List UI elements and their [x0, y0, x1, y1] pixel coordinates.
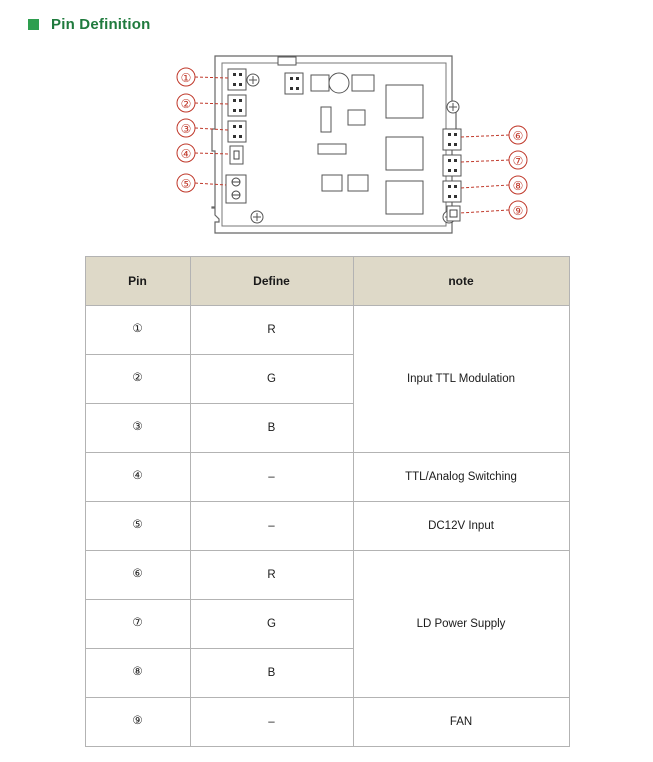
- page-title: Pin Definition: [51, 16, 151, 33]
- cell-pin: ⑦: [85, 600, 190, 649]
- column-header-define: Define: [190, 257, 353, 306]
- callout-9-label: ⑨: [512, 204, 524, 218]
- cell-pin: ⑧: [85, 649, 190, 698]
- cell-define: G: [190, 355, 353, 404]
- cell-define: B: [190, 649, 353, 698]
- table-row: [85, 306, 569, 355]
- cell-note: FAN: [353, 698, 569, 747]
- callout-2-label: ②: [180, 97, 192, 111]
- cell-define: –: [190, 453, 353, 502]
- cell-note: Input TTL Modulation: [353, 306, 569, 453]
- callout-3-label: ③: [180, 122, 192, 136]
- cell-note: TTL/Analog Switching: [353, 453, 569, 502]
- table-row: [85, 502, 569, 551]
- cell-pin: ②: [85, 355, 190, 404]
- table-header-row: [85, 257, 569, 306]
- cell-pin: ⑤: [85, 502, 190, 551]
- cell-note: DC12V Input: [353, 502, 569, 551]
- section-header: [0, 0, 653, 33]
- pin-definition-table: [85, 256, 570, 747]
- table-row: [85, 551, 569, 600]
- cell-define: G: [190, 600, 353, 649]
- cell-define: B: [190, 404, 353, 453]
- bullet-square-icon: [28, 19, 39, 30]
- callout-7-label: ⑦: [512, 154, 524, 168]
- cell-define: R: [190, 551, 353, 600]
- cell-pin: ⑥: [85, 551, 190, 600]
- table-row: [85, 453, 569, 502]
- callout-1-label: ①: [180, 71, 192, 85]
- cell-note: LD Power Supply: [353, 551, 569, 698]
- cell-pin: ①: [85, 306, 190, 355]
- callout-8-label: ⑧: [512, 179, 524, 193]
- cell-pin: ③: [85, 404, 190, 453]
- callout-5-label: ⑤: [180, 177, 192, 191]
- board-diagram: [0, 47, 653, 242]
- callout-4-label: ④: [180, 147, 192, 161]
- cell-define: –: [190, 502, 353, 551]
- cell-define: R: [190, 306, 353, 355]
- table-row: [85, 698, 569, 747]
- column-header-pin: Pin: [85, 257, 190, 306]
- cell-pin: ⑨: [85, 698, 190, 747]
- callout-6-label: ⑥: [512, 129, 524, 143]
- pin-definition-table-wrap: [85, 256, 569, 747]
- cell-pin: ④: [85, 453, 190, 502]
- column-header-note: note: [353, 257, 569, 306]
- cell-define: –: [190, 698, 353, 747]
